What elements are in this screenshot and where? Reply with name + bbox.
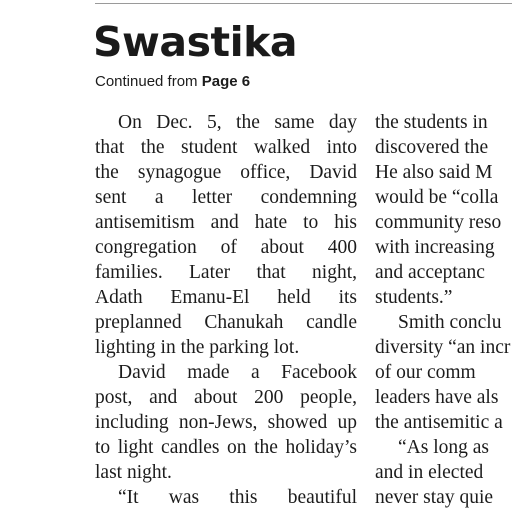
continued-page-link[interactable]: Page 6 — [201, 73, 251, 90]
text-line: diversity “an incr — [375, 337, 511, 358]
text-line: preplanned Chanukah candle — [95, 312, 357, 333]
top-rule — [95, 3, 512, 4]
text-line: “As long as — [398, 437, 489, 458]
text-line: antisemitism and hate to his — [95, 212, 357, 233]
text-line: to light candles on the holiday’s — [95, 437, 357, 458]
text-line: Adath Emanu-El held its — [95, 287, 357, 308]
text-line: the synagogue office, David — [95, 162, 357, 183]
continued-from-line — [95, 72, 250, 92]
text-line: “It was this beautiful — [118, 487, 357, 508]
text-line: families. Later that night, — [95, 262, 357, 283]
text-line: last night. — [95, 462, 172, 483]
text-line: community reso — [375, 212, 502, 233]
text-line: that the student walked into — [95, 137, 357, 158]
text-line: and in elected — [375, 462, 484, 483]
headline: Swastika — [93, 18, 298, 66]
text-line: David made a Facebook — [118, 362, 357, 383]
right-text-column — [375, 110, 512, 510]
text-line: Smith conclu — [398, 312, 502, 333]
text-line: would be “colla — [375, 187, 499, 208]
text-line: congregation of about 400 — [95, 237, 357, 258]
text-line: students.” — [375, 287, 453, 308]
text-line: and acceptanc — [375, 262, 485, 283]
left-text-column — [95, 110, 357, 510]
continued-prefix: Continued from — [95, 73, 202, 90]
text-line: leaders have als — [375, 387, 499, 408]
text-line: post, and about 200 people, — [95, 387, 357, 408]
text-line: never stay quie — [375, 487, 494, 508]
text-line: the students in — [375, 112, 488, 133]
text-line: lighting in the parking lot. — [95, 337, 300, 358]
text-line: sent a letter condemning — [95, 187, 357, 208]
text-line: of our comm — [375, 362, 476, 383]
text-line: He also said M — [375, 162, 493, 183]
text-line: with increasing — [375, 237, 495, 258]
text-line: the antisemitic a — [375, 412, 503, 433]
text-line: including non-Jews, showed up — [95, 412, 357, 433]
text-line: discovered the — [375, 137, 489, 158]
text-line: On Dec. 5, the same day — [118, 112, 357, 133]
